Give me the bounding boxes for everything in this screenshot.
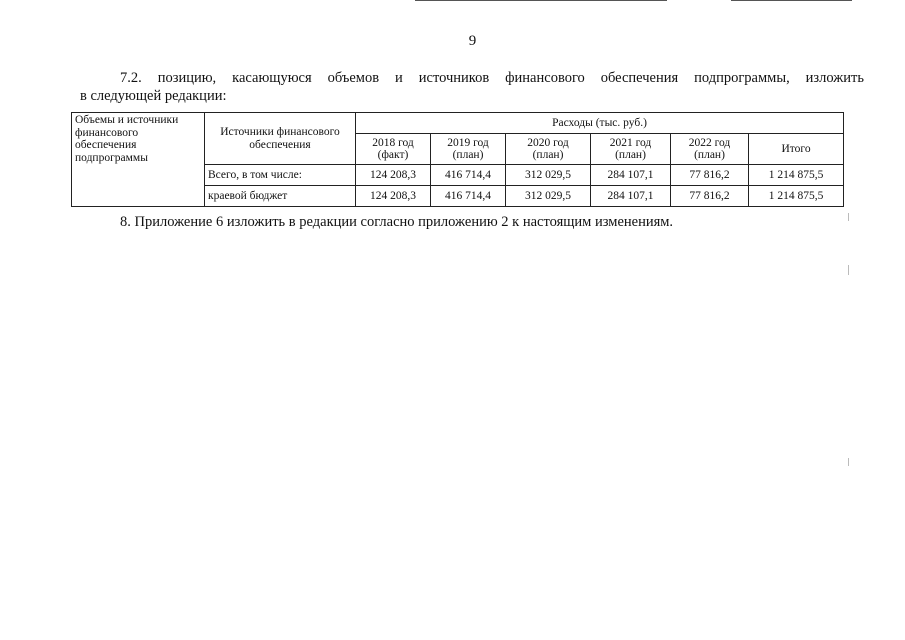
year-type: (план) [532, 149, 564, 161]
row-source: краевой бюджет [205, 186, 356, 207]
year-type: (факт) [377, 149, 409, 161]
year-type: (план) [694, 149, 725, 161]
value-cell: 416 714,4 [431, 186, 506, 207]
financing-table [71, 112, 844, 207]
value-cell: 1 214 875,5 [749, 165, 844, 186]
year-label: 2022 год [688, 136, 731, 149]
paragraph-8: 8. Приложение 6 изложить в редакции согласно приложению 2 к настоящим изменениям. [120, 214, 674, 230]
table-label-cell: Объемы и источники финансового обеспечения подпрограммы [72, 113, 205, 207]
paragraph-7-2-line-1: 7.2. позицию, касающуюся объемов и источников финансового обеспечения подпрограммы, изложить [120, 70, 864, 86]
scan-mark [848, 265, 849, 275]
value-cell: 284 107,1 [591, 165, 671, 186]
value-cell: 77 816,2 [671, 186, 749, 207]
year-header [671, 134, 749, 165]
year-header [506, 134, 591, 165]
total-header: Итого [749, 134, 844, 165]
year-type: (план) [452, 149, 484, 161]
value-cell: 77 816,2 [671, 165, 749, 186]
top-rule-right [731, 0, 852, 1]
year-header [356, 134, 431, 165]
value-cell: 284 107,1 [591, 186, 671, 207]
year-type: (план) [615, 149, 646, 161]
paragraph-7-2-line-2: в следующей редакции: [80, 88, 227, 104]
row-source: Всего, в том числе: [205, 165, 356, 186]
year-label: 2020 год [527, 136, 569, 149]
page-number: 9 [468, 33, 477, 49]
scan-mark [848, 213, 849, 221]
year-label: 2018 год [372, 136, 414, 149]
year-label: 2021 год [609, 136, 652, 149]
value-cell: 124 208,3 [356, 165, 431, 186]
year-header [591, 134, 671, 165]
year-label: 2019 год [447, 136, 489, 149]
value-cell: 124 208,3 [356, 186, 431, 207]
top-rule-left [415, 0, 667, 1]
value-cell: 416 714,4 [431, 165, 506, 186]
source-header: Источники финансового обеспечения [205, 113, 356, 165]
value-cell: 1 214 875,5 [749, 186, 844, 207]
year-header [431, 134, 506, 165]
value-cell: 312 029,5 [506, 165, 591, 186]
expenses-header: Расходы (тыс. руб.) [356, 113, 844, 134]
scan-mark [848, 458, 849, 466]
value-cell: 312 029,5 [506, 186, 591, 207]
